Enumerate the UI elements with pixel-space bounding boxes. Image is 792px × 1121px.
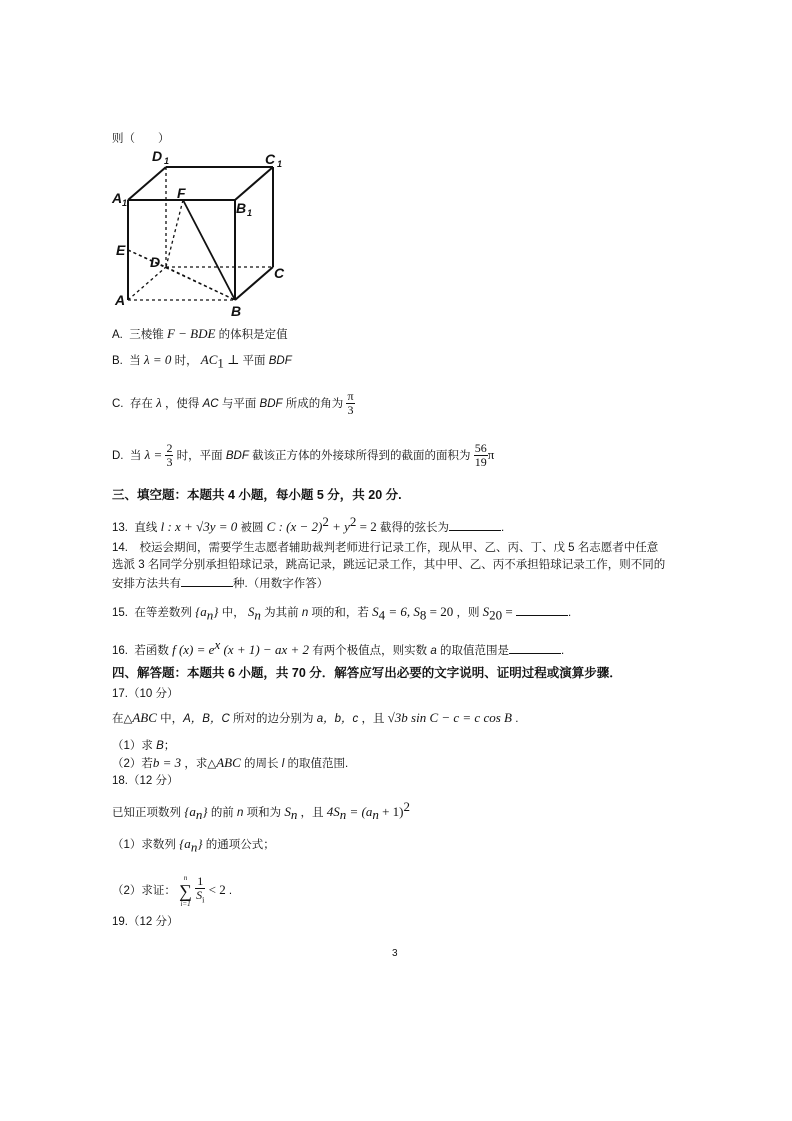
option-c-text3: 与平面	[221, 398, 260, 410]
q13-num: 13.	[112, 521, 128, 534]
option-c-it3: BDF	[259, 398, 283, 410]
q16-num: 16.	[112, 644, 128, 657]
q15-m1sub: n	[206, 607, 214, 623]
q17-part2-t1: （2）若	[112, 758, 153, 770]
q18-part1-sub: n	[190, 839, 198, 855]
q14-line1: 14. 校运会期间，需要学生志愿者辅助裁判老师进行记录工作，现从甲、乙、丙、丁、戊 5 名志愿者中任意	[112, 542, 659, 554]
option-b-text2: 时，	[174, 355, 198, 367]
question-intro: 则（ ）	[112, 133, 170, 145]
edge-a1-d1	[128, 167, 166, 200]
q17-part2-m2: ABC	[216, 755, 241, 770]
option-a-math: F − BDE	[166, 326, 216, 341]
q17-part2-m: b = 3	[152, 755, 182, 770]
section-3-title: 三、填空题：本题共 4 小题，每小题 5 分，共 20 分.	[112, 488, 402, 502]
q18-frac-num: 1	[195, 875, 205, 889]
option-d-it2: BDF	[225, 450, 249, 462]
q18-part1-m: {a	[179, 836, 191, 851]
q17-part1-label: （1）求	[112, 740, 157, 752]
q18-line1-t1: 已知正项数列	[112, 806, 181, 819]
q18-head: 18.（12 分）	[112, 775, 179, 787]
q15-t4: 项的和，若	[311, 607, 369, 619]
q15-m3sub2: 8	[419, 607, 427, 623]
q17-part2	[112, 755, 348, 772]
option-b-text1: 当	[129, 355, 141, 367]
segment-e-b	[128, 250, 235, 300]
q17-line1-t1: 在△	[112, 713, 133, 725]
q18-line1	[112, 799, 410, 823]
q13-end: .	[500, 521, 505, 534]
q18-part2	[112, 872, 232, 909]
option-c-frac-den: 3	[347, 403, 354, 418]
q18-line1-m3b: = (a	[346, 803, 373, 819]
q17-line1-t4: ，且	[361, 713, 385, 725]
option-a-prefix: A.	[112, 329, 123, 341]
option-d-math: λ =	[144, 447, 163, 462]
option-c-text4: 所成的角为	[285, 398, 344, 410]
q13-t3: 截得的弦长为	[379, 521, 449, 534]
q15-m2: S	[247, 604, 255, 619]
q14-answer-blank	[181, 574, 233, 587]
q15-m2sub: n	[254, 607, 261, 623]
q18-part1	[112, 836, 275, 855]
option-a-text2: 的体积是定值	[218, 329, 288, 341]
q18-sigma-bottom: i=1	[180, 899, 191, 908]
q18-line1-sub4: n	[372, 807, 379, 823]
label-c: C	[274, 265, 285, 281]
option-d-frac2-den: 19	[474, 455, 487, 470]
label-e: E	[116, 242, 126, 258]
q17-part2-it: l	[281, 758, 285, 770]
q15-it3: n	[301, 607, 309, 619]
q16-it2: a	[430, 644, 437, 657]
q18-sigma	[179, 873, 192, 909]
label-b: B	[231, 303, 242, 319]
question-13	[112, 514, 504, 536]
segment-d-f	[166, 200, 183, 267]
option-d-prefix: D.	[112, 450, 124, 462]
q17-line1-t2: 中，	[160, 713, 184, 725]
q18-fraction	[195, 875, 205, 906]
q18-part2-m: < 2	[205, 882, 226, 897]
q17-line1-it2: a，b，c	[316, 713, 359, 725]
option-d-text3: 截该正方体的外接球所得到的截面的面积为	[252, 450, 471, 462]
q16-t1: 若函数	[134, 644, 169, 657]
q14-line3	[112, 574, 328, 592]
q17-line1-end: .	[515, 713, 519, 725]
option-d-frac2-num: 56	[474, 441, 487, 456]
option-d-fraction2	[474, 442, 488, 469]
q17-line1-m1: ABC	[132, 710, 157, 725]
option-b-text3: 平面	[242, 355, 269, 367]
option-c-fraction	[346, 390, 354, 417]
page-number: 3	[392, 948, 398, 959]
edge-a-d	[128, 267, 166, 300]
option-d-text1: 当	[129, 450, 142, 462]
q16-t3: 的取值范围是	[440, 644, 509, 657]
q15-m3c: = 20	[426, 604, 454, 619]
q18-part2-t1: （2）求证：	[112, 885, 176, 897]
q14-line3a: 安排方法共有	[112, 578, 181, 590]
option-a	[112, 326, 288, 343]
q15-t1: 在等差数列	[134, 607, 192, 619]
q13-m1: l : x + √3y = 0	[160, 518, 238, 534]
q15-m1: {a	[195, 604, 207, 619]
question-15	[112, 603, 571, 623]
q15-m1end: }	[213, 604, 219, 619]
q17-line1	[112, 710, 518, 727]
q18-line1-m1: {a	[184, 803, 196, 819]
q18-part2-end: .	[225, 885, 233, 897]
q17-line1-m2: √3b sin C − c = c cos B	[387, 710, 512, 725]
q18-frac-den-sub: i	[202, 895, 205, 905]
q17-part2-t3: 的周长	[244, 758, 282, 770]
q18-line1-sub: n	[195, 807, 203, 823]
q19-head: 19.（12 分）	[112, 916, 179, 928]
option-c-frac-num: π	[347, 389, 354, 404]
q15-m3: S	[372, 604, 379, 619]
option-b-perp: ⊥	[227, 352, 240, 367]
q18-line1-m3c: + 1)	[378, 803, 404, 819]
option-b-it3: BDF	[268, 355, 292, 367]
q13-m3: + y	[328, 518, 350, 534]
option-b-prefix: B.	[112, 355, 123, 367]
option-b-sub2: 1	[217, 355, 224, 371]
q18-frac-den-s: S	[196, 888, 203, 903]
q15-t3: 为其前	[264, 607, 302, 619]
q15-answer-blank	[516, 603, 568, 616]
edge-c-b	[235, 267, 273, 300]
option-c	[112, 388, 355, 419]
q15-m3b: = 6, S	[385, 604, 420, 619]
q17-part2-t2: ，求△	[184, 758, 217, 770]
q18-line1-sub2: n	[290, 807, 298, 823]
q15-t2: 中，	[221, 607, 245, 619]
q17-part2-t4: 的取值范围.	[287, 758, 349, 770]
q14-line2: 选派 3 名同学分别承担铅球记录，跳高记录，跳远记录工作，其中甲、乙、丙不承担铅球记录工作，则不同的	[112, 559, 666, 571]
q18-line1-t2: 的前	[210, 806, 238, 819]
q18-line1-m3: 4S	[326, 803, 340, 819]
q13-answer-blank	[449, 518, 501, 531]
label-d1: D	[152, 150, 163, 164]
edge-b1-c1	[235, 167, 273, 200]
q15-m3sub: 4	[378, 607, 386, 623]
q18-line1-sub3: n	[339, 807, 347, 823]
option-a-text1: 三棱锥	[129, 329, 164, 341]
q18-part1-t2: 的通项公式；	[205, 839, 275, 851]
q18-frac-den	[195, 889, 205, 906]
q17-part1-end: ；	[163, 740, 176, 752]
q14-line3b: 种.（用数字作答）	[233, 578, 329, 590]
label-d1-sub: 1	[164, 156, 170, 166]
option-c-prefix: C.	[112, 398, 124, 410]
section-4-title: 四、解答题：本题共 6 小题，共 70 分．解答应写出必要的文字说明、证明过程或演算步骤．	[112, 666, 622, 680]
label-c1: C	[265, 151, 276, 167]
option-d	[112, 440, 494, 471]
option-b-math2: AC	[200, 352, 218, 367]
label-a1-sub: 1	[122, 198, 128, 208]
q15-end: .	[567, 607, 572, 619]
label-b1: B	[236, 200, 247, 216]
q15-m4b: =	[502, 604, 513, 619]
question-16	[112, 637, 564, 659]
q16-m1: f (x) = e	[172, 641, 215, 657]
q15-m4sub: 20	[489, 607, 503, 623]
q18-part1-mend: }	[197, 836, 203, 851]
q17-line1-t3: 所对的边分别为	[232, 713, 317, 725]
q18-part1-t1: （1）求数列	[112, 839, 176, 851]
option-d-text2: 时，平面	[176, 450, 226, 462]
q13-t2: 被圆	[240, 521, 264, 534]
label-f: F	[177, 185, 186, 201]
q13-sup2: 2	[349, 514, 357, 529]
cube-figure	[108, 150, 298, 320]
segment-f-b	[183, 200, 235, 300]
q18-line1-sup: 2	[403, 799, 411, 814]
option-c-it2: AC	[202, 398, 219, 410]
q13-m4: = 2	[356, 518, 377, 534]
option-d-fraction	[165, 442, 173, 469]
label-a1: A	[112, 190, 123, 206]
q18-line1-m2: S	[284, 803, 291, 819]
q16-sup: x	[214, 637, 221, 652]
q13-t1: 直线	[134, 521, 158, 534]
label-a: A	[115, 292, 126, 308]
label-c1-sub: 1	[277, 159, 283, 169]
q16-m2: (x + 1) − ax + 2	[220, 641, 309, 657]
q18-sigma-top: n	[183, 873, 188, 882]
q18-line1-it: n	[237, 806, 244, 819]
q13-sup: 2	[322, 514, 329, 529]
q15-num: 15.	[112, 607, 128, 619]
label-b1-sub: 1	[247, 208, 253, 218]
option-c-text1: 存在	[129, 398, 153, 410]
q16-end: .	[561, 644, 565, 657]
q18-sigma-symbol: ∑	[179, 880, 192, 901]
q18-line1-t3: 项和为	[246, 806, 282, 819]
q17-part1-it: B	[156, 740, 164, 752]
option-b-math: λ = 0	[143, 352, 172, 367]
option-c-text2: ，使得	[164, 398, 203, 410]
q17-part1	[112, 738, 175, 754]
label-d: D	[150, 254, 161, 270]
q15-t5: ，则	[456, 607, 480, 619]
q15-m4: S	[482, 604, 490, 619]
q18-line1-m1end: }	[202, 803, 208, 819]
q16-t2: 有两个极值点，则实数	[312, 644, 431, 657]
option-d-pi: π	[487, 447, 495, 462]
option-c-math: λ	[156, 395, 162, 410]
q13-m2: C : (x − 2)	[266, 518, 323, 534]
q17-line1-it: A，B，C	[183, 713, 230, 725]
option-d-frac-num: 2	[166, 441, 173, 456]
q16-answer-blank	[509, 641, 561, 654]
q18-line1-t4: ，且	[300, 806, 324, 819]
option-d-frac-den: 3	[166, 455, 173, 470]
option-b	[112, 352, 292, 371]
q17-head: 17.（10 分）	[112, 688, 179, 700]
